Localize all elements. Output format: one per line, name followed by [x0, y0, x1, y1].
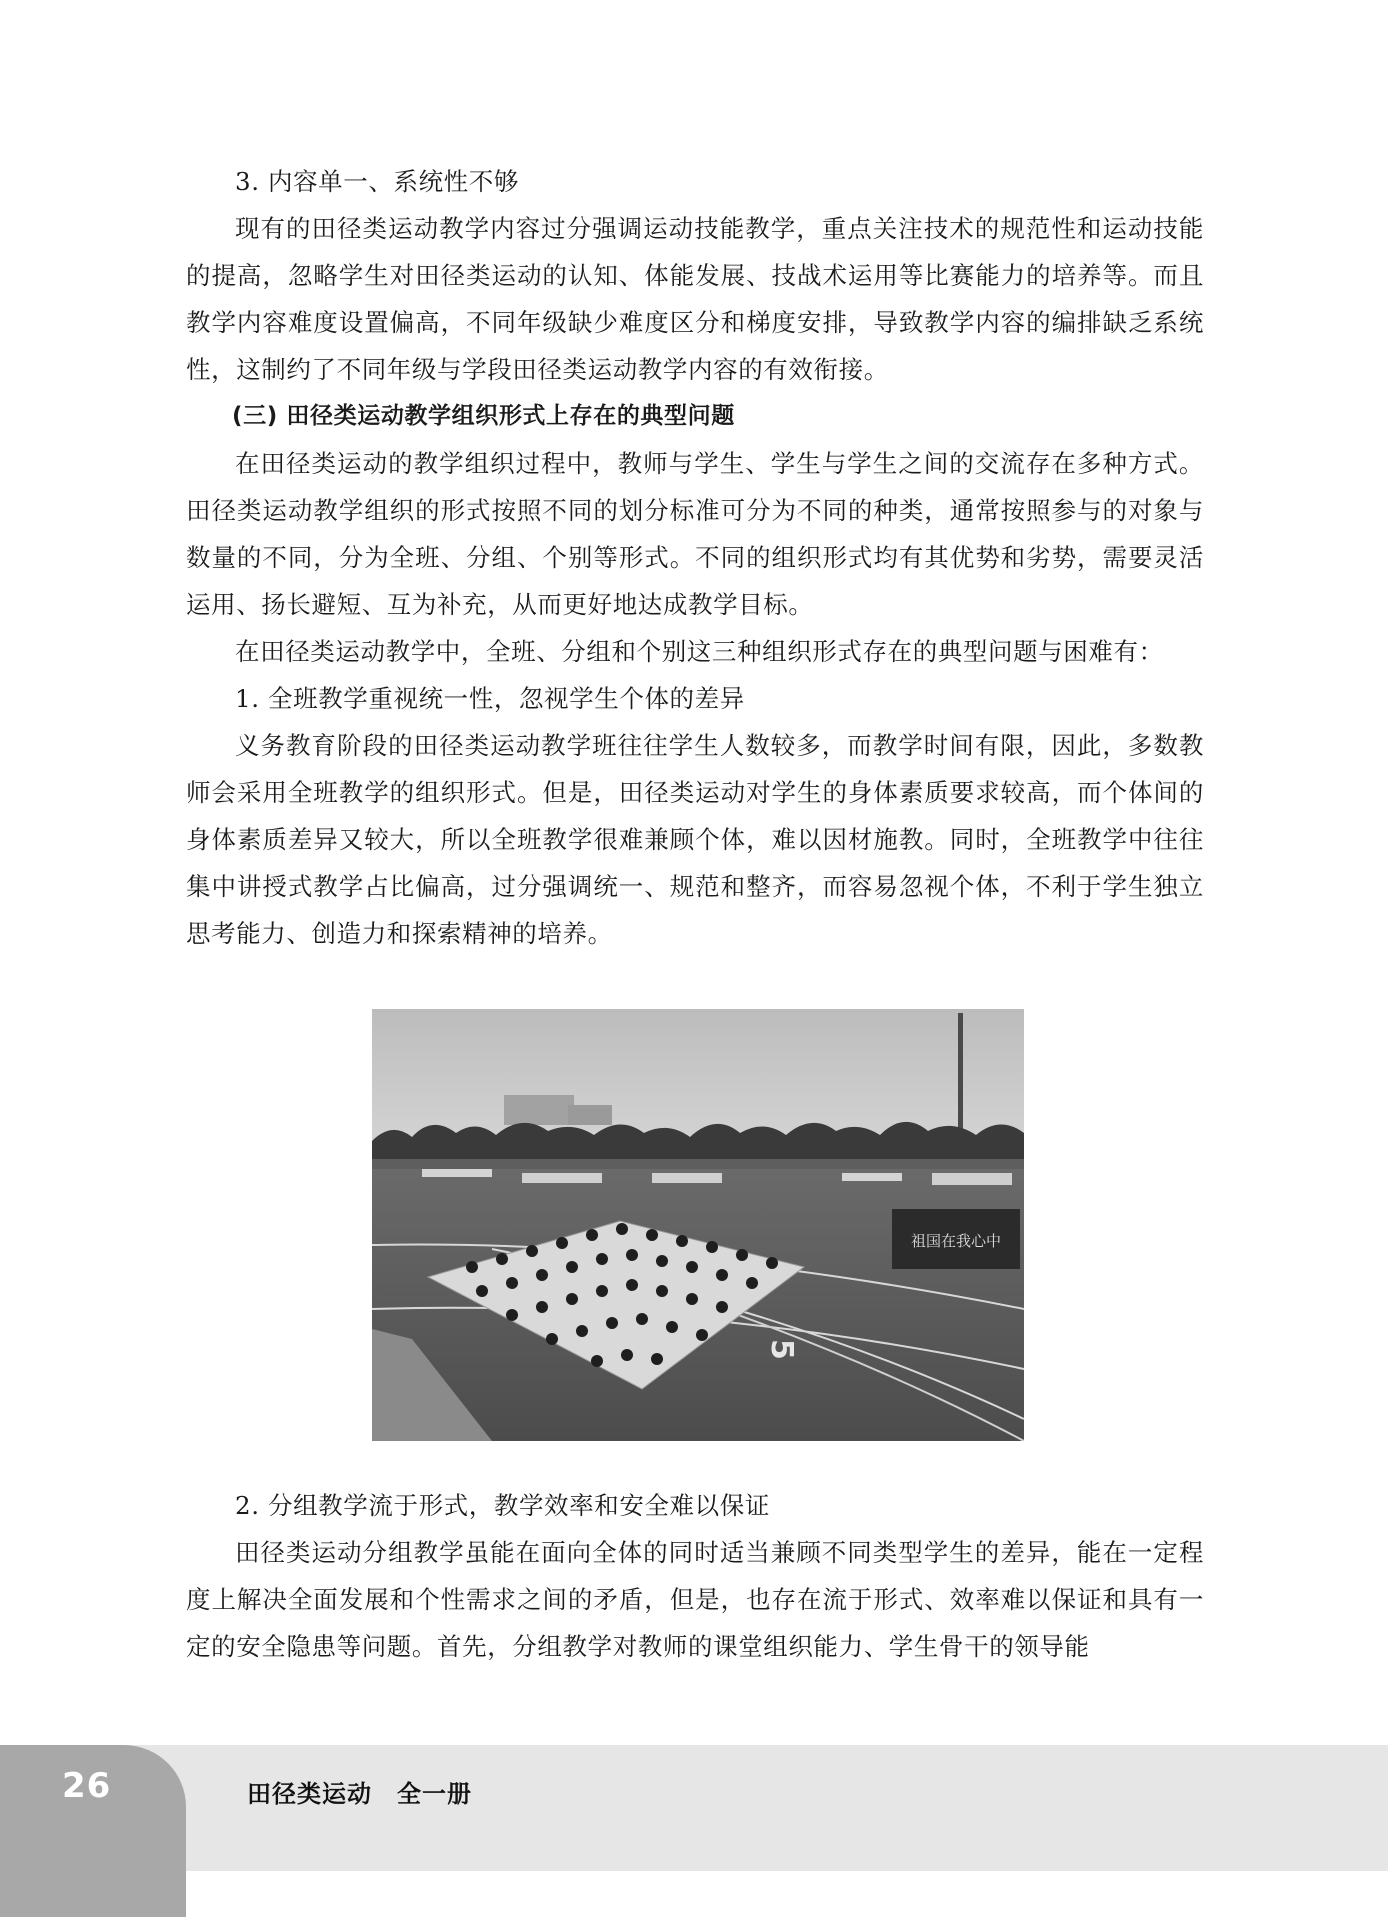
student-group — [652, 1173, 722, 1183]
subheading-3: 3. 内容单一、系统性不够 — [235, 167, 519, 196]
footer-band — [0, 1745, 1388, 1871]
student-group — [842, 1173, 902, 1181]
subheading-2: 2. 分组教学流于形式，教学效率和安全难以保证 — [235, 1491, 770, 1520]
student-group — [422, 1169, 492, 1177]
subheading-1: 1. 全班教学重视统一性，忽视学生个体的差异 — [235, 684, 745, 713]
paragraph-group-teaching: 田径类运动分组教学虽能在面向全体的同时适当兼顾不同类型学生的差异，能在一定程度上解决全面发展和个性需求之间的矛盾，但是，也存在流于形式、效率难以保证和具有一定的安全隐患等问题。首先，分组教学对教师的课堂组织能力、学生骨干的领导能 — [186, 1538, 1204, 1661]
photo-illustration — [372, 1009, 1024, 1441]
sign-board-text: 祖国在我心中 — [910, 1232, 1002, 1250]
lane-number: 5 — [764, 1339, 799, 1360]
paragraph-whole-class-teaching: 义务教育阶段的田径类运动教学班往往学生人数较多，而教学时间有限，因此，多数教师会采用全班教学的组织形式。但是，田径类运动对学生的身体素质要求较高，而个体间的身体素质差异又较大，所以全班教学很难兼顾个体，难以因材施教。同时，全班教学中往往集中讲授式教学占比偏高，过分强调统一、规范和整齐，而容易忽视个体，不利于学生独立思考能力、创造力和探索精神的培养。 — [186, 731, 1204, 948]
page-number: 26 — [62, 1766, 112, 1806]
section-heading-3: (三) 田径类运动教学组织形式上存在的典型问题 — [232, 403, 735, 429]
student-group — [932, 1173, 1012, 1185]
student-group — [522, 1173, 602, 1183]
top-text-section — [186, 158, 1204, 957]
paragraph-typical-problems-intro: 在田径类运动教学中，全班、分组和个别这三种组织形式存在的典型问题与困难有： — [235, 637, 1164, 666]
track-field-photo — [372, 1009, 1024, 1441]
book-title: 田径类运动 全一册 — [247, 1780, 472, 1808]
building — [504, 1095, 574, 1125]
bottom-text-section — [186, 1482, 1204, 1670]
paragraph-content-single: 现有的田径类运动教学内容过分强调运动技能教学，重点关注技术的规范性和运动技能的提高，忽略学生对田径类运动的认知、体能发展、技战术运用等比赛能力的培养等。而且教学内容难度设置偏高，不同年级缺少难度区分和梯度安排，导致教学内容的编排缺乏系统性，这制约了不同年级与学段田径类运动教学内容的有效衔接。 — [186, 214, 1204, 384]
building — [568, 1105, 612, 1125]
paragraph-organization-forms: 在田径类运动的教学组织过程中，教师与学生、学生与学生之间的交流存在多种方式。田径类运动教学组织的形式按照不同的划分标准可分为不同的种类，通常按照参与的对象与数量的不同，分为全班、分组、个别等形式。不同的组织形式均有其优势和劣势，需要灵活运用、扬长避短、互为补充，从而更好地达成教学目标。 — [186, 449, 1204, 619]
